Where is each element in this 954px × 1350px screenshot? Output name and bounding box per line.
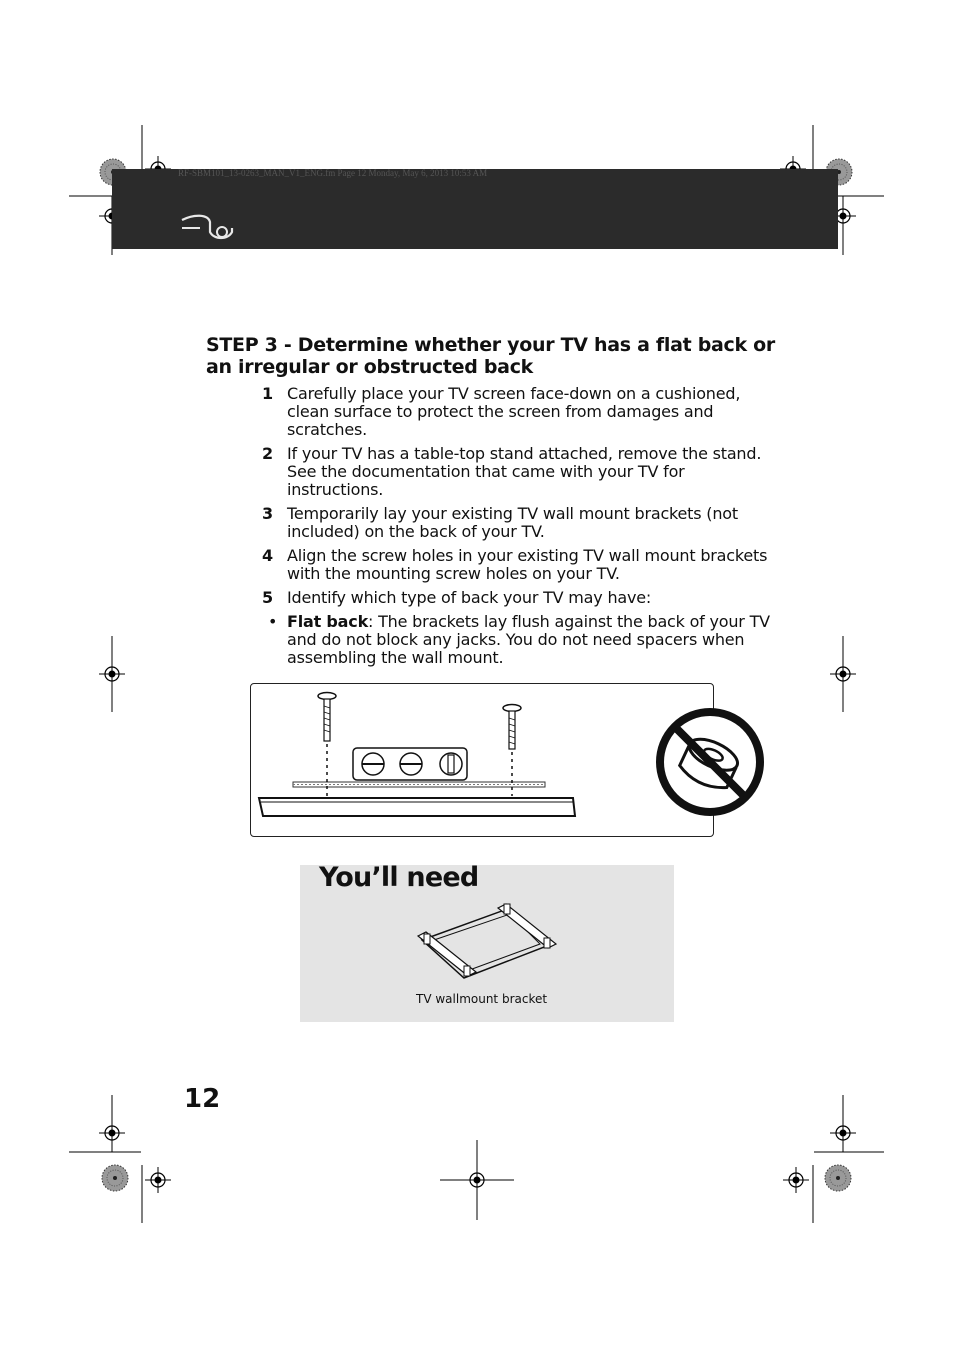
page-number: 12 bbox=[184, 1084, 221, 1114]
bracket-caption: TV wallmount bracket bbox=[416, 992, 548, 1006]
step-number: 4 bbox=[262, 546, 273, 565]
flat-back-diagram bbox=[250, 683, 714, 837]
step-number: 2 bbox=[262, 444, 273, 463]
youll-need-title: You’ll need bbox=[319, 862, 479, 893]
bullet-label: Flat back bbox=[287, 612, 369, 631]
list-item bbox=[262, 589, 782, 607]
step-number: 1 bbox=[262, 384, 273, 403]
bullet-text bbox=[287, 613, 782, 667]
wallmount-bracket-icon bbox=[414, 900, 560, 986]
step-text: Carefully place your TV screen face-down on a cushioned, clean surface to protect the screen from damages and scratches. bbox=[287, 384, 741, 439]
print-info: RF-SBM101_13-0263_MAN_V1_ENG.fm Page 12 Monday, May 6, 2013 10:53 AM bbox=[178, 168, 488, 178]
step-number: 3 bbox=[262, 504, 273, 523]
list-item bbox=[262, 445, 782, 499]
dynex-swoosh-logo-icon bbox=[180, 210, 236, 242]
step-title: STEP 3 - Determine whether your TV has a flat back or an irregular or obstructed back bbox=[206, 334, 775, 378]
step-list bbox=[262, 385, 782, 673]
step-text: Align the screw holes in your existing TV wall mount brackets with the mounting screw holes on your TV. bbox=[287, 546, 768, 583]
list-item bbox=[262, 547, 782, 583]
bullet-description: : The brackets lay flush against the back of your TV and do not block any jacks. You do not need spacers when assembling the wall mount. bbox=[287, 612, 770, 667]
step-text: Identify which type of back your TV may have: bbox=[287, 588, 652, 607]
list-item bbox=[262, 385, 782, 439]
no-spacer-icon bbox=[654, 706, 766, 818]
flat-back-illustration bbox=[251, 684, 713, 836]
bullet-item bbox=[262, 613, 782, 667]
step-text: Temporarily lay your existing TV wall mount brackets (not included) on the back of your TV. bbox=[287, 504, 738, 541]
bullet-marker: • bbox=[268, 612, 278, 631]
list-item bbox=[262, 505, 782, 541]
step-text: If your TV has a table-top stand attached, remove the stand. See the documentation that came with your TV for instructions. bbox=[287, 444, 762, 499]
step-number: 5 bbox=[262, 588, 273, 607]
